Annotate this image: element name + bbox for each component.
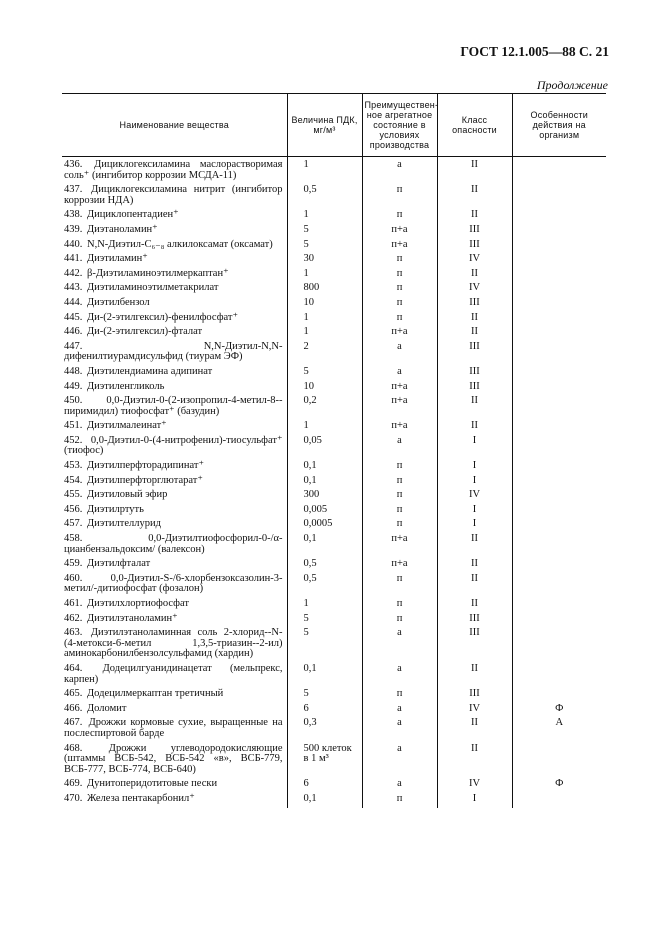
state-cell: а [362, 341, 437, 366]
table-body [62, 157, 606, 808]
substance-name-cell [62, 157, 287, 185]
substance-name-cell [62, 598, 287, 613]
state-cell: п [362, 209, 437, 224]
class-cell: I [437, 793, 512, 808]
row-number: 448. [64, 365, 83, 377]
pdk-cell: 10 [287, 297, 362, 312]
row-number: 436. [64, 159, 83, 170]
substance-name: Диэтилтеллурид [87, 518, 161, 530]
substance-name-cell [62, 688, 287, 703]
class-cell: II [437, 533, 512, 558]
substance-name-cell [62, 209, 287, 224]
features-cell [512, 282, 606, 297]
class-cell: III [437, 613, 512, 628]
features-cell [512, 558, 606, 573]
pdk-cell: 0,3 [287, 717, 362, 742]
state-cell: п [362, 475, 437, 490]
row-number: 445. [64, 311, 83, 323]
row-number: 470. [64, 792, 83, 804]
substance-name: Диэтиловый эфир [87, 489, 168, 501]
table-row [62, 504, 606, 519]
features-cell [512, 268, 606, 283]
table-row [62, 297, 606, 312]
pdk-cell: 1 [287, 312, 362, 327]
row-number: 441. [64, 253, 83, 265]
state-cell: п+а [362, 420, 437, 435]
class-cell: III [437, 688, 512, 703]
state-cell: п+а [362, 533, 437, 558]
features-cell [512, 663, 606, 688]
pdk-cell: 500 клеток в 1 м³ [287, 743, 362, 779]
state-cell: п [362, 297, 437, 312]
row-number: 456. [64, 503, 83, 515]
class-cell: IV [437, 253, 512, 268]
substance-name: Диэтилэтаноламин⁺ [87, 612, 178, 624]
state-cell: а [362, 778, 437, 793]
pdk-cell: 0,5 [287, 573, 362, 598]
table-row [62, 663, 606, 688]
state-cell: а [362, 435, 437, 460]
features-cell [512, 209, 606, 224]
row-number: 444. [64, 296, 83, 308]
row-number: 447. [64, 340, 83, 352]
row-number: 468. [64, 742, 83, 754]
class-cell: II [437, 184, 512, 209]
pdk-cell: 5 [287, 224, 362, 239]
table-row [62, 627, 606, 663]
class-cell: II [437, 743, 512, 779]
state-cell: п [362, 282, 437, 297]
substance-name-cell [62, 663, 287, 688]
class-cell: II [437, 717, 512, 742]
class-cell: III [437, 297, 512, 312]
substance-name-cell [62, 475, 287, 490]
row-number: 452. [64, 434, 83, 446]
features-cell [512, 184, 606, 209]
class-cell: II [437, 395, 512, 420]
table-row [62, 688, 606, 703]
features-cell [512, 518, 606, 533]
features-cell [512, 341, 606, 366]
class-cell: IV [437, 282, 512, 297]
state-cell: п+а [362, 395, 437, 420]
table-row [62, 268, 606, 283]
row-number: 450. [64, 395, 83, 407]
features-cell [512, 573, 606, 598]
features-cell [512, 326, 606, 341]
substance-name-cell [62, 239, 287, 254]
row-number: 467. [64, 717, 83, 729]
table-row [62, 326, 606, 341]
pdk-cell: 0,1 [287, 663, 362, 688]
state-cell: п+а [362, 326, 437, 341]
substance-name-cell [62, 460, 287, 475]
substance-name: Доломит [87, 702, 127, 714]
class-cell: I [437, 518, 512, 533]
table-row [62, 366, 606, 381]
state-cell: п [362, 253, 437, 268]
substance-name-cell [62, 613, 287, 628]
substance-name: 0,0-Диэтил-0-(2-изопропил-4-метил-8--пиримидил) тиофосфат⁺ (базудин) [64, 395, 283, 417]
state-cell: п [362, 793, 437, 808]
pdk-cell: 800 [287, 282, 362, 297]
substance-name-cell [62, 489, 287, 504]
row-number: 440. [64, 238, 83, 250]
row-number: 469. [64, 778, 83, 790]
state-cell: п [362, 613, 437, 628]
col-header-class: Класс опасности [437, 94, 512, 157]
pdk-cell: 1 [287, 598, 362, 613]
substance-name: Диэтилхлортиофосфат [87, 598, 189, 609]
class-cell: II [437, 326, 512, 341]
table-row [62, 224, 606, 239]
pdk-cell: 5 [287, 366, 362, 381]
table-row [62, 253, 606, 268]
substance-name-cell [62, 282, 287, 297]
substance-name: β-Диэтиламиноэтилмеркаптан⁺ [87, 267, 229, 279]
substance-name: Ди-(2-этилгексил)-фенилфосфат⁺ [87, 311, 239, 323]
class-cell: II [437, 558, 512, 573]
features-cell [512, 395, 606, 420]
class-cell: II [437, 420, 512, 435]
table-row [62, 533, 606, 558]
table-row [62, 778, 606, 793]
col-header-state: Преимущественное агрегатное состояние в условиях производства [362, 94, 437, 157]
row-number: 443. [64, 282, 83, 294]
pdk-cell: 1 [287, 268, 362, 283]
class-cell: II [437, 598, 512, 613]
pdk-cell: 0,5 [287, 558, 362, 573]
row-number: 438. [64, 209, 83, 221]
state-cell: п [362, 312, 437, 327]
pdk-cell: 10 [287, 381, 362, 396]
substance-name: 0,0-Диэтилтиофосфорил-0-/α-цианбензальдоксим/ (валексон) [64, 533, 283, 555]
substance-name-cell [62, 627, 287, 663]
pdk-cell: 2 [287, 341, 362, 366]
class-cell: I [437, 504, 512, 519]
pdk-cell: 0,0005 [287, 518, 362, 533]
table-header-row [62, 94, 606, 157]
table-row [62, 157, 606, 185]
substance-name-cell [62, 743, 287, 779]
table-row [62, 598, 606, 613]
substance-name-cell [62, 793, 287, 808]
state-cell: п [362, 268, 437, 283]
state-cell: а [362, 627, 437, 663]
row-number: 462. [64, 612, 83, 624]
substance-name-cell [62, 518, 287, 533]
row-number: 460. [64, 572, 83, 584]
substance-name: Додецилмеркаптан третичный [87, 688, 224, 700]
table-row [62, 420, 606, 435]
state-cell: а [362, 663, 437, 688]
state-cell: п [362, 518, 437, 533]
state-cell: п+а [362, 224, 437, 239]
features-cell [512, 475, 606, 490]
features-cell [512, 381, 606, 396]
table-row [62, 341, 606, 366]
substance-name: Железа пентакарбонил⁺ [87, 792, 195, 804]
row-number: 446. [64, 326, 83, 338]
features-cell: А [512, 717, 606, 742]
pdk-cell: 6 [287, 703, 362, 718]
class-cell: I [437, 475, 512, 490]
pdk-cell: 0,05 [287, 435, 362, 460]
row-number: 461. [64, 598, 83, 609]
state-cell: а [362, 717, 437, 742]
features-cell [512, 504, 606, 519]
state-cell: п [362, 460, 437, 475]
features-cell [512, 435, 606, 460]
class-cell: IV [437, 703, 512, 718]
state-cell: п [362, 573, 437, 598]
features-cell [512, 627, 606, 663]
class-cell: II [437, 573, 512, 598]
table-row [62, 613, 606, 628]
pdk-cell: 0,005 [287, 504, 362, 519]
substance-name: Дрожжи углеводородокисляющие (штаммы ВСБ-542, ВСБ-542 «в», ВСБ-779, ВСБ-777, ВСБ-774, ВСБ-640) [64, 742, 283, 775]
substance-name: Дунитоперидотитовые пески [87, 778, 218, 790]
class-cell: III [437, 341, 512, 366]
row-number: 442. [64, 267, 83, 279]
state-cell: п [362, 688, 437, 703]
substance-name: Диэтилперфторадипинат⁺ [87, 460, 205, 472]
features-cell [512, 613, 606, 628]
features-cell: Ф [512, 778, 606, 793]
row-number: 439. [64, 223, 83, 235]
features-cell [512, 793, 606, 808]
substance-name-cell [62, 504, 287, 519]
substance-name-cell [62, 558, 287, 573]
substance-name-cell [62, 420, 287, 435]
row-number: 457. [64, 518, 83, 530]
class-cell: III [437, 366, 512, 381]
class-cell: II [437, 312, 512, 327]
table-row [62, 460, 606, 475]
state-cell: а [362, 157, 437, 185]
substance-name-cell [62, 435, 287, 460]
col-header-pdk: Величина ПДК, мг/м³ [287, 94, 362, 157]
row-number: 463. [64, 627, 83, 639]
table-row [62, 475, 606, 490]
class-cell: IV [437, 778, 512, 793]
substance-name-cell [62, 253, 287, 268]
pdk-cell: 5 [287, 688, 362, 703]
features-cell [512, 157, 606, 185]
features-cell [512, 533, 606, 558]
substance-name-cell [62, 703, 287, 718]
table-row [62, 381, 606, 396]
table-row [62, 184, 606, 209]
row-number: 449. [64, 380, 83, 392]
features-cell [512, 239, 606, 254]
table-row [62, 518, 606, 533]
substance-name-cell [62, 395, 287, 420]
col-header-name: Наименование вещества [62, 94, 287, 157]
pdk-cell: 0,1 [287, 475, 362, 490]
state-cell: п+а [362, 558, 437, 573]
features-cell [512, 598, 606, 613]
table-row [62, 435, 606, 460]
features-cell [512, 366, 606, 381]
substance-name: Додецилгуанидинацетат (мельпрекс, карпен) [64, 662, 283, 685]
table-row [62, 489, 606, 504]
row-number: 437. [64, 184, 83, 196]
substance-name: Диэтилфталат [87, 558, 151, 570]
table-row [62, 793, 606, 808]
state-cell: п+а [362, 381, 437, 396]
pdk-cell: 0,5 [287, 184, 362, 209]
substance-name-cell [62, 224, 287, 239]
features-cell [512, 688, 606, 703]
table-row [62, 573, 606, 598]
class-cell: III [437, 627, 512, 663]
class-cell: II [437, 663, 512, 688]
substances-table [62, 93, 606, 808]
features-cell: Ф [512, 703, 606, 718]
features-cell [512, 312, 606, 327]
state-cell: п [362, 598, 437, 613]
table-row [62, 282, 606, 297]
class-cell: II [437, 209, 512, 224]
class-cell: IV [437, 489, 512, 504]
substance-name: Диэтилперфторглютарат⁺ [87, 474, 203, 486]
features-cell [512, 460, 606, 475]
class-cell: III [437, 224, 512, 239]
state-cell: а [362, 366, 437, 381]
table-row [62, 703, 606, 718]
substance-name-cell [62, 573, 287, 598]
substance-name-cell [62, 533, 287, 558]
substance-name: N,N-Диэтил-C₆₋₈ алкилоксамат (оксамат) [87, 238, 273, 250]
table-row [62, 209, 606, 224]
features-cell [512, 743, 606, 779]
pdk-cell: 6 [287, 778, 362, 793]
row-number: 466. [64, 702, 83, 714]
class-cell: III [437, 381, 512, 396]
pdk-cell: 0,2 [287, 395, 362, 420]
substance-name-cell [62, 312, 287, 327]
substance-name-cell [62, 366, 287, 381]
substance-name: Диэтилмалеинат⁺ [87, 420, 167, 432]
substance-name: Диэтиламин⁺ [87, 253, 148, 265]
substance-name: Дициклогексиламина маслорастворимая соль⁺ (ингибитор коррозии МСДА-11) [64, 159, 283, 181]
substance-name-cell [62, 341, 287, 366]
table-row [62, 312, 606, 327]
pdk-cell: 0,1 [287, 793, 362, 808]
substance-name: Диэтилбензол [87, 296, 150, 308]
substance-name: Диэтилртуть [87, 503, 144, 515]
pdk-cell: 1 [287, 157, 362, 185]
pdk-cell: 5 [287, 627, 362, 663]
state-cell: п [362, 184, 437, 209]
pdk-cell: 1 [287, 326, 362, 341]
state-cell: а [362, 743, 437, 779]
pdk-cell: 300 [287, 489, 362, 504]
substance-name: Диэтиленгликоль [87, 380, 165, 392]
continuation-label: Продолжение [536, 78, 608, 92]
pdk-cell: 5 [287, 613, 362, 628]
substance-name-cell [62, 326, 287, 341]
table-row [62, 743, 606, 779]
state-cell: а [362, 703, 437, 718]
substance-name: 0,0-Диэтил-0-(4-нитрофенил)-тиосульфат⁺ (тиофос) [64, 434, 283, 457]
pdk-cell: 0,1 [287, 533, 362, 558]
features-cell [512, 253, 606, 268]
substance-name: Ди-(2-этилгексил)-фталат [87, 326, 203, 338]
substance-name: Диэтаноламин⁺ [87, 223, 158, 235]
pdk-cell: 5 [287, 239, 362, 254]
substance-name-cell [62, 297, 287, 312]
class-cell: III [437, 239, 512, 254]
substance-name-cell [62, 268, 287, 283]
row-number: 459. [64, 558, 83, 570]
table-row [62, 239, 606, 254]
features-cell [512, 297, 606, 312]
pdk-cell: 1 [287, 420, 362, 435]
pdk-cell: 0,1 [287, 460, 362, 475]
substance-name: Диэтиламиноэтилметакрилат [87, 282, 219, 294]
row-number: 465. [64, 688, 83, 700]
substance-name: Дициклопентадиен⁺ [87, 209, 179, 221]
state-cell: п [362, 489, 437, 504]
row-number: 454. [64, 474, 83, 486]
features-cell [512, 489, 606, 504]
class-cell: I [437, 435, 512, 460]
substance-name: N,N-Диэтил-N,N-дифенилтиурамдисульфид (тиурам ЭФ) [64, 340, 283, 363]
pdk-cell: 30 [287, 253, 362, 268]
features-cell [512, 420, 606, 435]
features-cell [512, 224, 606, 239]
pdk-cell: 1 [287, 209, 362, 224]
substance-name-cell [62, 778, 287, 793]
class-cell: I [437, 460, 512, 475]
substance-name: Диэтилендиамина адипинат [87, 365, 213, 377]
table-row [62, 395, 606, 420]
substance-name: Дициклогексиламина нитрит (ингибитор коррозии НДА) [64, 184, 283, 206]
state-cell: п [362, 504, 437, 519]
row-number: 464. [64, 662, 83, 674]
page-title: ГОСТ 12.1.005—88 С. 21 [460, 44, 609, 59]
state-cell: п+а [362, 239, 437, 254]
substance-name: Диэтилэтаноламинная соль 2-хлорид--N-(4-метокси-6-метил 1,3,5-триазин--2-ил) аминокарбонилбензолсульфамид (хардин) [64, 627, 283, 660]
row-number: 458. [64, 533, 83, 545]
class-cell: II [437, 268, 512, 283]
substance-name: 0,0-Диэтил-S-/6-хлорбензоксазолин-3-метил/-дитиофосфат (фозалон) [64, 572, 283, 595]
substance-name-cell [62, 717, 287, 742]
row-number: 451. [64, 420, 83, 432]
substance-name-cell [62, 184, 287, 209]
class-cell: II [437, 157, 512, 185]
col-header-features: Особенности действия на организм [512, 94, 606, 157]
substance-name: Дрожжи кормовые сухие, выращенные на послеспиртовой барде [64, 717, 283, 739]
substance-name-cell [62, 381, 287, 396]
table-row [62, 558, 606, 573]
table-row [62, 717, 606, 742]
row-number: 455. [64, 489, 83, 501]
row-number: 453. [64, 460, 83, 472]
